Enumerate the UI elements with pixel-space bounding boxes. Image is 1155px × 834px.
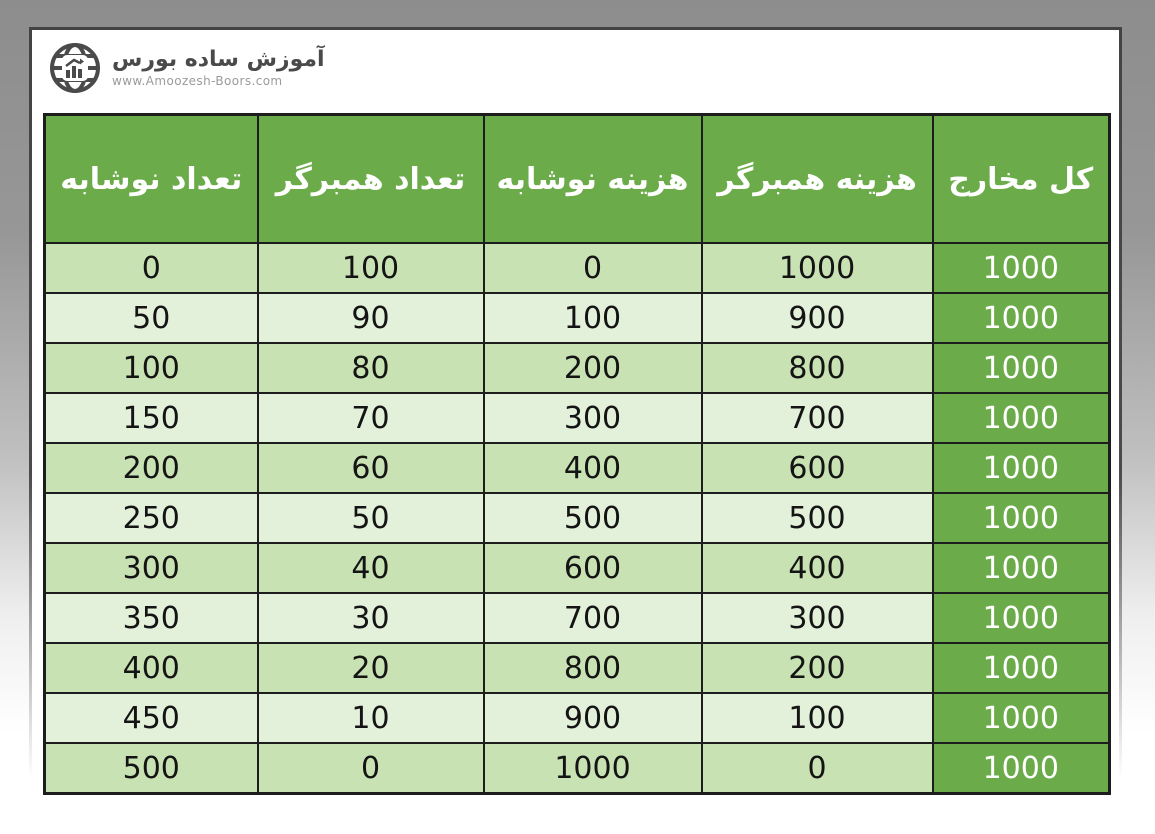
cell-soda-cost: 400 — [484, 443, 702, 493]
cell-burger-count: 60 — [258, 443, 484, 493]
column-header-total-expenses: کل مخارج — [933, 115, 1110, 244]
cell-burger-cost: 0 — [702, 743, 933, 794]
cell-burger-cost: 200 — [702, 643, 933, 693]
brand-website-url: www.Amoozesh-Boors.com — [112, 74, 283, 89]
table-row — [45, 643, 1110, 693]
cell-burger-cost: 100 — [702, 693, 933, 743]
table-row — [45, 693, 1110, 743]
cell-soda-cost: 1000 — [484, 743, 702, 794]
table-row — [45, 393, 1110, 443]
document-page — [29, 27, 1122, 834]
table-row — [45, 493, 1110, 543]
cell-burger-count: 100 — [258, 243, 484, 293]
cell-soda-cost: 100 — [484, 293, 702, 343]
cell-soda-count: 300 — [45, 543, 258, 593]
site-logo — [48, 41, 325, 95]
expenses-table — [43, 113, 1111, 795]
cell-burger-count: 0 — [258, 743, 484, 794]
cell-burger-cost: 800 — [702, 343, 933, 393]
cell-soda-count: 500 — [45, 743, 258, 794]
table-row — [45, 293, 1110, 343]
cell-soda-count: 250 — [45, 493, 258, 543]
table-row — [45, 593, 1110, 643]
cell-burger-cost: 700 — [702, 393, 933, 443]
cell-total-expenses: 1000 — [933, 493, 1110, 543]
cell-burger-count: 30 — [258, 593, 484, 643]
cell-soda-cost: 500 — [484, 493, 702, 543]
table-row — [45, 243, 1110, 293]
table-row — [45, 443, 1110, 493]
cell-burger-count: 10 — [258, 693, 484, 743]
table-row — [45, 343, 1110, 393]
table-row — [45, 743, 1110, 794]
cell-soda-count: 200 — [45, 443, 258, 493]
table-header-row — [45, 115, 1110, 244]
table-body — [45, 243, 1110, 794]
cell-soda-cost: 200 — [484, 343, 702, 393]
cell-soda-count: 350 — [45, 593, 258, 643]
cell-total-expenses: 1000 — [933, 243, 1110, 293]
cell-total-expenses: 1000 — [933, 593, 1110, 643]
column-header-soda-count: تعداد نوشابه — [45, 115, 258, 244]
cell-soda-count: 400 — [45, 643, 258, 693]
cell-burger-count: 50 — [258, 493, 484, 543]
column-header-burger-cost: هزینه همبرگر — [702, 115, 933, 244]
cell-burger-cost: 400 — [702, 543, 933, 593]
cell-soda-cost: 600 — [484, 543, 702, 593]
cell-total-expenses: 1000 — [933, 743, 1110, 794]
cell-burger-cost: 300 — [702, 593, 933, 643]
cell-total-expenses: 1000 — [933, 693, 1110, 743]
cell-total-expenses: 1000 — [933, 293, 1110, 343]
cell-total-expenses: 1000 — [933, 643, 1110, 693]
cell-soda-cost: 800 — [484, 643, 702, 693]
cell-soda-cost: 700 — [484, 593, 702, 643]
cell-burger-count: 70 — [258, 393, 484, 443]
cell-burger-cost: 500 — [702, 493, 933, 543]
cell-soda-cost: 300 — [484, 393, 702, 443]
cell-soda-cost: 900 — [484, 693, 702, 743]
cell-total-expenses: 1000 — [933, 393, 1110, 443]
cell-burger-cost: 600 — [702, 443, 933, 493]
cell-soda-cost: 0 — [484, 243, 702, 293]
cell-burger-count: 90 — [258, 293, 484, 343]
cell-soda-count: 100 — [45, 343, 258, 393]
cell-burger-count: 80 — [258, 343, 484, 393]
cell-total-expenses: 1000 — [933, 343, 1110, 393]
cell-burger-cost: 1000 — [702, 243, 933, 293]
cell-total-expenses: 1000 — [933, 443, 1110, 493]
table-row — [45, 543, 1110, 593]
cell-soda-count: 50 — [45, 293, 258, 343]
cell-soda-count: 150 — [45, 393, 258, 443]
cell-burger-cost: 900 — [702, 293, 933, 343]
cell-soda-count: 0 — [45, 243, 258, 293]
cell-soda-count: 450 — [45, 693, 258, 743]
column-header-soda-cost: هزینه نوشابه — [484, 115, 702, 244]
cell-total-expenses: 1000 — [933, 543, 1110, 593]
globe-chart-logo-icon — [48, 41, 102, 95]
column-header-burger-count: تعداد همبرگر — [258, 115, 484, 244]
brand-name: آموزش ساده بورس — [112, 46, 325, 72]
cell-burger-count: 20 — [258, 643, 484, 693]
cell-burger-count: 40 — [258, 543, 484, 593]
